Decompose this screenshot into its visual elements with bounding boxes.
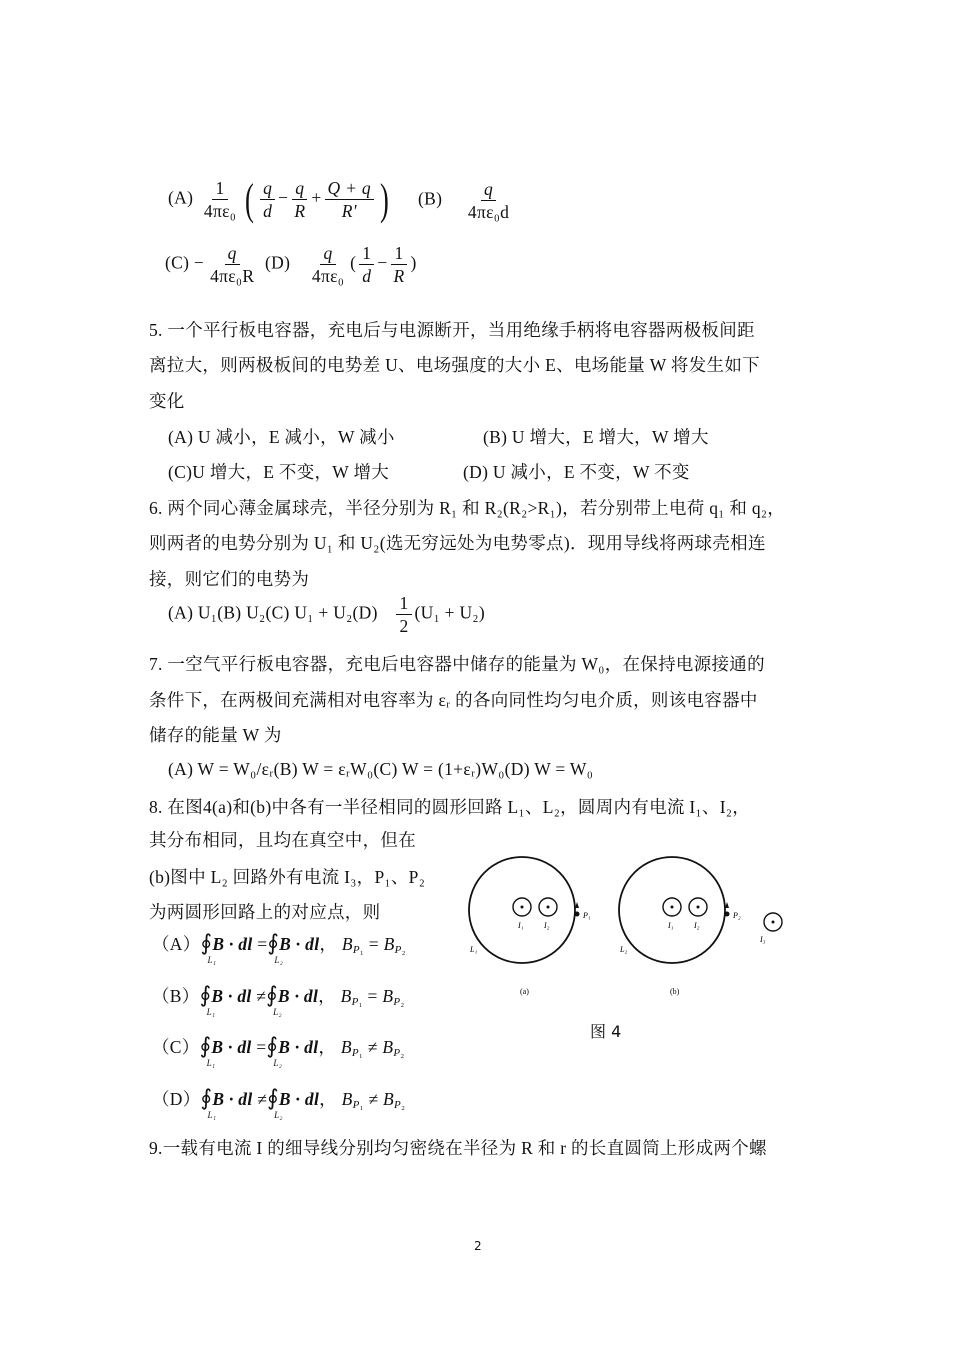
relation: =: [256, 1037, 267, 1057]
q6-options: (A) U₁(B) U₂(C) U₁ + U₂(D) $\frac{1}{2}$ (U₁ + U₂): [168, 593, 485, 636]
q7-options: (A) W = W₀/εᵣ(B) W = εᵣW₀(C) W = (1+εᵣ)W₀(D) W = W₀: [168, 759, 594, 779]
contour-integral-icon: ∮ L₂: [267, 1085, 283, 1120]
q8-line-2: 其分布相同，且均在真空中，但在: [149, 830, 416, 850]
integrand: B · dl: [212, 934, 253, 954]
integrand: B · dl: [278, 1089, 320, 1109]
b-relation: ≠: [367, 1037, 378, 1057]
option-label: (B): [418, 188, 443, 209]
contour-integral-icon: ∮ L₁: [199, 982, 216, 1017]
label-l2: L₂: [620, 945, 628, 954]
q4-option-b: (B) $\frac{q}{\text{4πε₀d}}$: [418, 179, 510, 222]
option-label: （A）: [152, 934, 201, 954]
integrand: B · dl: [212, 1089, 253, 1109]
q8-line-4: 为两圆形回路上的对应点，则: [149, 902, 381, 922]
figure-a: [469, 857, 591, 996]
page-number: 2: [474, 1239, 482, 1253]
contour-integral-icon: ∮ L₁: [200, 1085, 217, 1120]
q9-line-1: 9.一载有电流 I 的细导线分别均匀密绕在半径为 R 和 r 的长直圆筒上形成两个螺: [149, 1138, 767, 1158]
q7-line-1: 7. 一空气平行板电容器，充电后电容器中储存的能量为 W₀，在保持电源接通的: [149, 654, 765, 674]
loop-l2: [619, 857, 725, 963]
q8-option: （B）∮ L₁ B · dl ≠∮ L₂ B · dl， $B_{P_1} = B_{P_2}$: [152, 982, 405, 1017]
figure-caption: 图 4: [590, 1022, 622, 1041]
q5-option-d: (D) U 减小，E 不变，W 不变: [463, 462, 690, 482]
q5-option-a: (A) U 减小，E 减小，W 减小: [168, 427, 395, 447]
integrand: B · dl: [211, 1037, 252, 1057]
loop-l1: [469, 857, 575, 963]
q7-line-3: 储存的能量 W 为: [149, 725, 282, 745]
relation: =: [257, 934, 268, 954]
label-p2: P₂: [733, 911, 741, 920]
b-relation: =: [368, 934, 379, 954]
q6-line-2: 则两者的电势分别为 U₁ 和 U₂(选无穷远处为电势零点)．现用导线将两球壳相连: [149, 533, 766, 553]
q6-line-3: 接，则它们的电势为: [149, 569, 310, 589]
q5-option-c: (C)U 增大，E 不变，W 增大: [168, 462, 390, 482]
label-i1: I₁: [668, 921, 674, 930]
q8-line-3: (b)图中 L₂ 回路外有电流 I₃，P₁、P₂: [149, 867, 426, 887]
option-label: (C): [165, 252, 190, 273]
option-label: （C）: [152, 1037, 200, 1057]
q8-option: （A）∮ L₁ B · dl =∮ L₂ B · dl， $B_{P_1} = B_{P_2}$: [152, 930, 406, 965]
options-text: (A) U₁(B) U₂(C) U₁ + U₂(D): [168, 602, 378, 623]
fraction: $\frac{1}{\text{4πε₀}}$: [203, 178, 237, 221]
q5-line-3: 变化: [149, 391, 185, 411]
relation: ≠: [256, 986, 267, 1006]
q5-line-2: 离拉大，则两极板间的电势差 U、电场强度的大小 E、电场能量 W 将发生如下: [149, 355, 760, 375]
q8-option: （C）∮ L₁ B · dl =∮ L₂ B · dl， $B_{P_1} \ne B_{P_2}$: [152, 1033, 405, 1068]
integrand: B · dl: [279, 934, 320, 954]
integrand: B · dl: [278, 1037, 319, 1057]
caption-a: (a): [520, 987, 529, 996]
label-i3: I₃: [760, 935, 766, 944]
caption-b: (b): [670, 987, 680, 996]
option-label: (A): [168, 187, 194, 208]
q6-line-1: 6. 两个同心薄金属球壳，半径分别为 R₁ 和 R₂(R₂>R₁)，若分别带上电荷 q₁ 和 q₂，: [149, 498, 786, 518]
contour-integral-icon: ∮ L₁: [199, 1033, 216, 1068]
q4-option-c: (C) − $\frac{q}{\text{4πε₀R}}$ (D) $\frac{q}{\text{4πε₀}}$ ( $\frac{1}{d}$ − $\frac{1}{R}$ ): [165, 243, 417, 286]
q8-option: （D）∮ L₁ B · dl ≠∮ L₂ B · dl， $B_{P_1} \ne B_{P_2}$: [152, 1085, 406, 1120]
label-i2: I₂: [694, 921, 700, 930]
integrand: B · dl: [277, 986, 319, 1006]
option-label: (D): [265, 252, 291, 273]
point-p2: [725, 912, 730, 917]
option-label: （B）: [152, 986, 200, 1006]
contour-integral-icon: ∮ L₂: [266, 1033, 283, 1068]
figure-4: [465, 848, 795, 1008]
integrand: B · dl: [211, 986, 252, 1006]
contour-integral-icon: ∮ L₁: [200, 930, 217, 965]
half-sum: (U₁ + U₂): [414, 602, 485, 623]
label-p1: P₁: [583, 911, 591, 920]
b-relation: ≠: [368, 1089, 379, 1109]
b-relation: =: [367, 986, 378, 1006]
relation: ≠: [257, 1089, 268, 1109]
contour-integral-icon: ∮ L₂: [266, 982, 282, 1017]
option-label: （D）: [152, 1089, 201, 1109]
q8-line-1: 8. 在图4(a)和(b)中各有一半径相同的圆形回路 L₁、L₂，圆周内有电流 I₁、I₂，: [149, 797, 751, 817]
figure-b: [619, 857, 782, 996]
q4-option-a: (A) $\frac{1}{\text{4πε₀}}$ ( $\frac{q}{d}$ − $\frac{q}{R}$ + $\frac{Q + q}{R'}$ ): [168, 175, 389, 224]
contour-integral-icon: ∮ L₂: [267, 930, 284, 965]
point-p1: [575, 912, 580, 917]
q5-line-1: 5. 一个平行板电容器，充电后与电源断开，当用绝缘手柄将电容器两极板间距: [149, 320, 755, 340]
q7-line-2: 条件下，在两极间充满相对电容率为 εᵣ 的各向同性均匀电介质，则该电容器中: [149, 690, 758, 710]
q5-option-b: (B) U 增大，E 增大，W 增大: [483, 427, 709, 447]
label-l1: L₁: [470, 945, 478, 954]
label-i1: I₁: [518, 921, 524, 930]
label-i2: I₂: [544, 921, 550, 930]
